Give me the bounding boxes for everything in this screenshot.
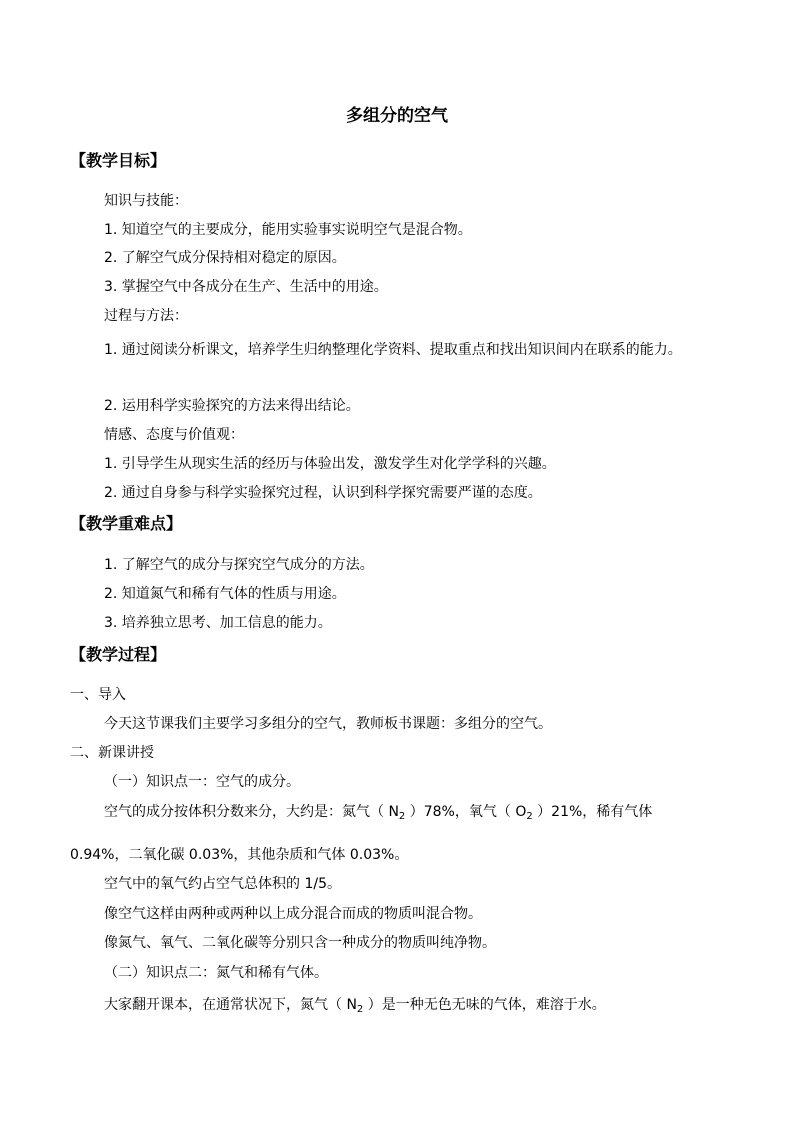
nitrogen-properties-line [104,995,606,1020]
knowledge-item: 3. 掌握空气中各成分在生产、生活中的用途。 [104,279,388,295]
section-heading-key-points: 【教学重难点】 [70,514,183,533]
pure-substance-definition: 像氮气、氧气、二氧化碳等分别只含一种成分的物质叫纯净物。 [104,935,496,951]
section-heading-goals: 【教学目标】 [70,151,167,170]
part2-label: 二、新课讲授 [70,745,154,761]
part1-label: 一、导入 [70,687,126,703]
process-item: 2. 运用科学实验探究的方法来得出结论。 [104,398,360,414]
knowledge-point-1-label: （一）知识点一：空气的成分。 [104,774,300,790]
intro-text: 今天这节课我们主要学习多组分的空气，教师板书课题：多组分的空气。 [104,716,552,732]
nitrogen-text: 大家翻开课本，在通常状况下，氮气（ N [104,997,357,1013]
process-item: 1. 通过阅读分析课文，培养学生归纳整理化学资料、提取重点和找出知识间内在联系的能力。 [104,342,682,358]
oxygen-fraction: 空气中的氧气约占空气总体积的 1/5。 [104,876,341,892]
knowledge-item: 2. 了解空气成分保持相对稳定的原因。 [104,250,346,266]
emotion-item: 1. 引导学生从现实生活的经历与体验出发，激发学生对化学学科的兴趣。 [104,456,556,472]
key-point-item: 1. 了解空气的成分与探究空气成分的方法。 [104,557,374,573]
composition-text: 空气的成分按体积分数来分，大约是：氮气（ N [104,804,399,820]
composition-text: ）21%，稀有气体 [532,804,653,820]
subscript-2: 2 [398,811,406,822]
knowledge-point-2-label: （二）知识点二：氮气和稀有气体。 [104,965,328,981]
air-composition-line [104,802,652,827]
page-title: 多组分的空气 [346,106,448,126]
subscript-2: 2 [526,811,533,822]
emotion-label: 情感、态度与价值观： [104,427,244,443]
process-label: 过程与方法： [104,308,188,324]
air-composition-continued: 0.94%，二氧化碳 0.03%，其他杂质和气体 0.03%。 [70,847,409,863]
section-heading-process: 【教学过程】 [70,645,167,664]
knowledge-item: 1. 知道空气的主要成分，能用实验事实说明空气是混合物。 [104,222,472,238]
subscript-2: 2 [356,1004,364,1015]
nitrogen-text: ）是一种无色无味的气体，难溶于水。 [363,997,606,1013]
mixture-definition: 像空气这样由两种或两种以上成分混合而成的物质叫混合物。 [104,906,482,922]
key-point-item: 2. 知道氮气和稀有气体的性质与用途。 [104,586,346,602]
composition-text: ）78%，氧气（ O [405,804,527,820]
emotion-item: 2. 通过自身参与科学实验探究过程，认识到科学探究需要严谨的态度。 [104,485,542,501]
knowledge-label: 知识与技能： [104,193,188,209]
key-point-item: 3. 培养独立思考、加工信息的能力。 [104,615,332,631]
